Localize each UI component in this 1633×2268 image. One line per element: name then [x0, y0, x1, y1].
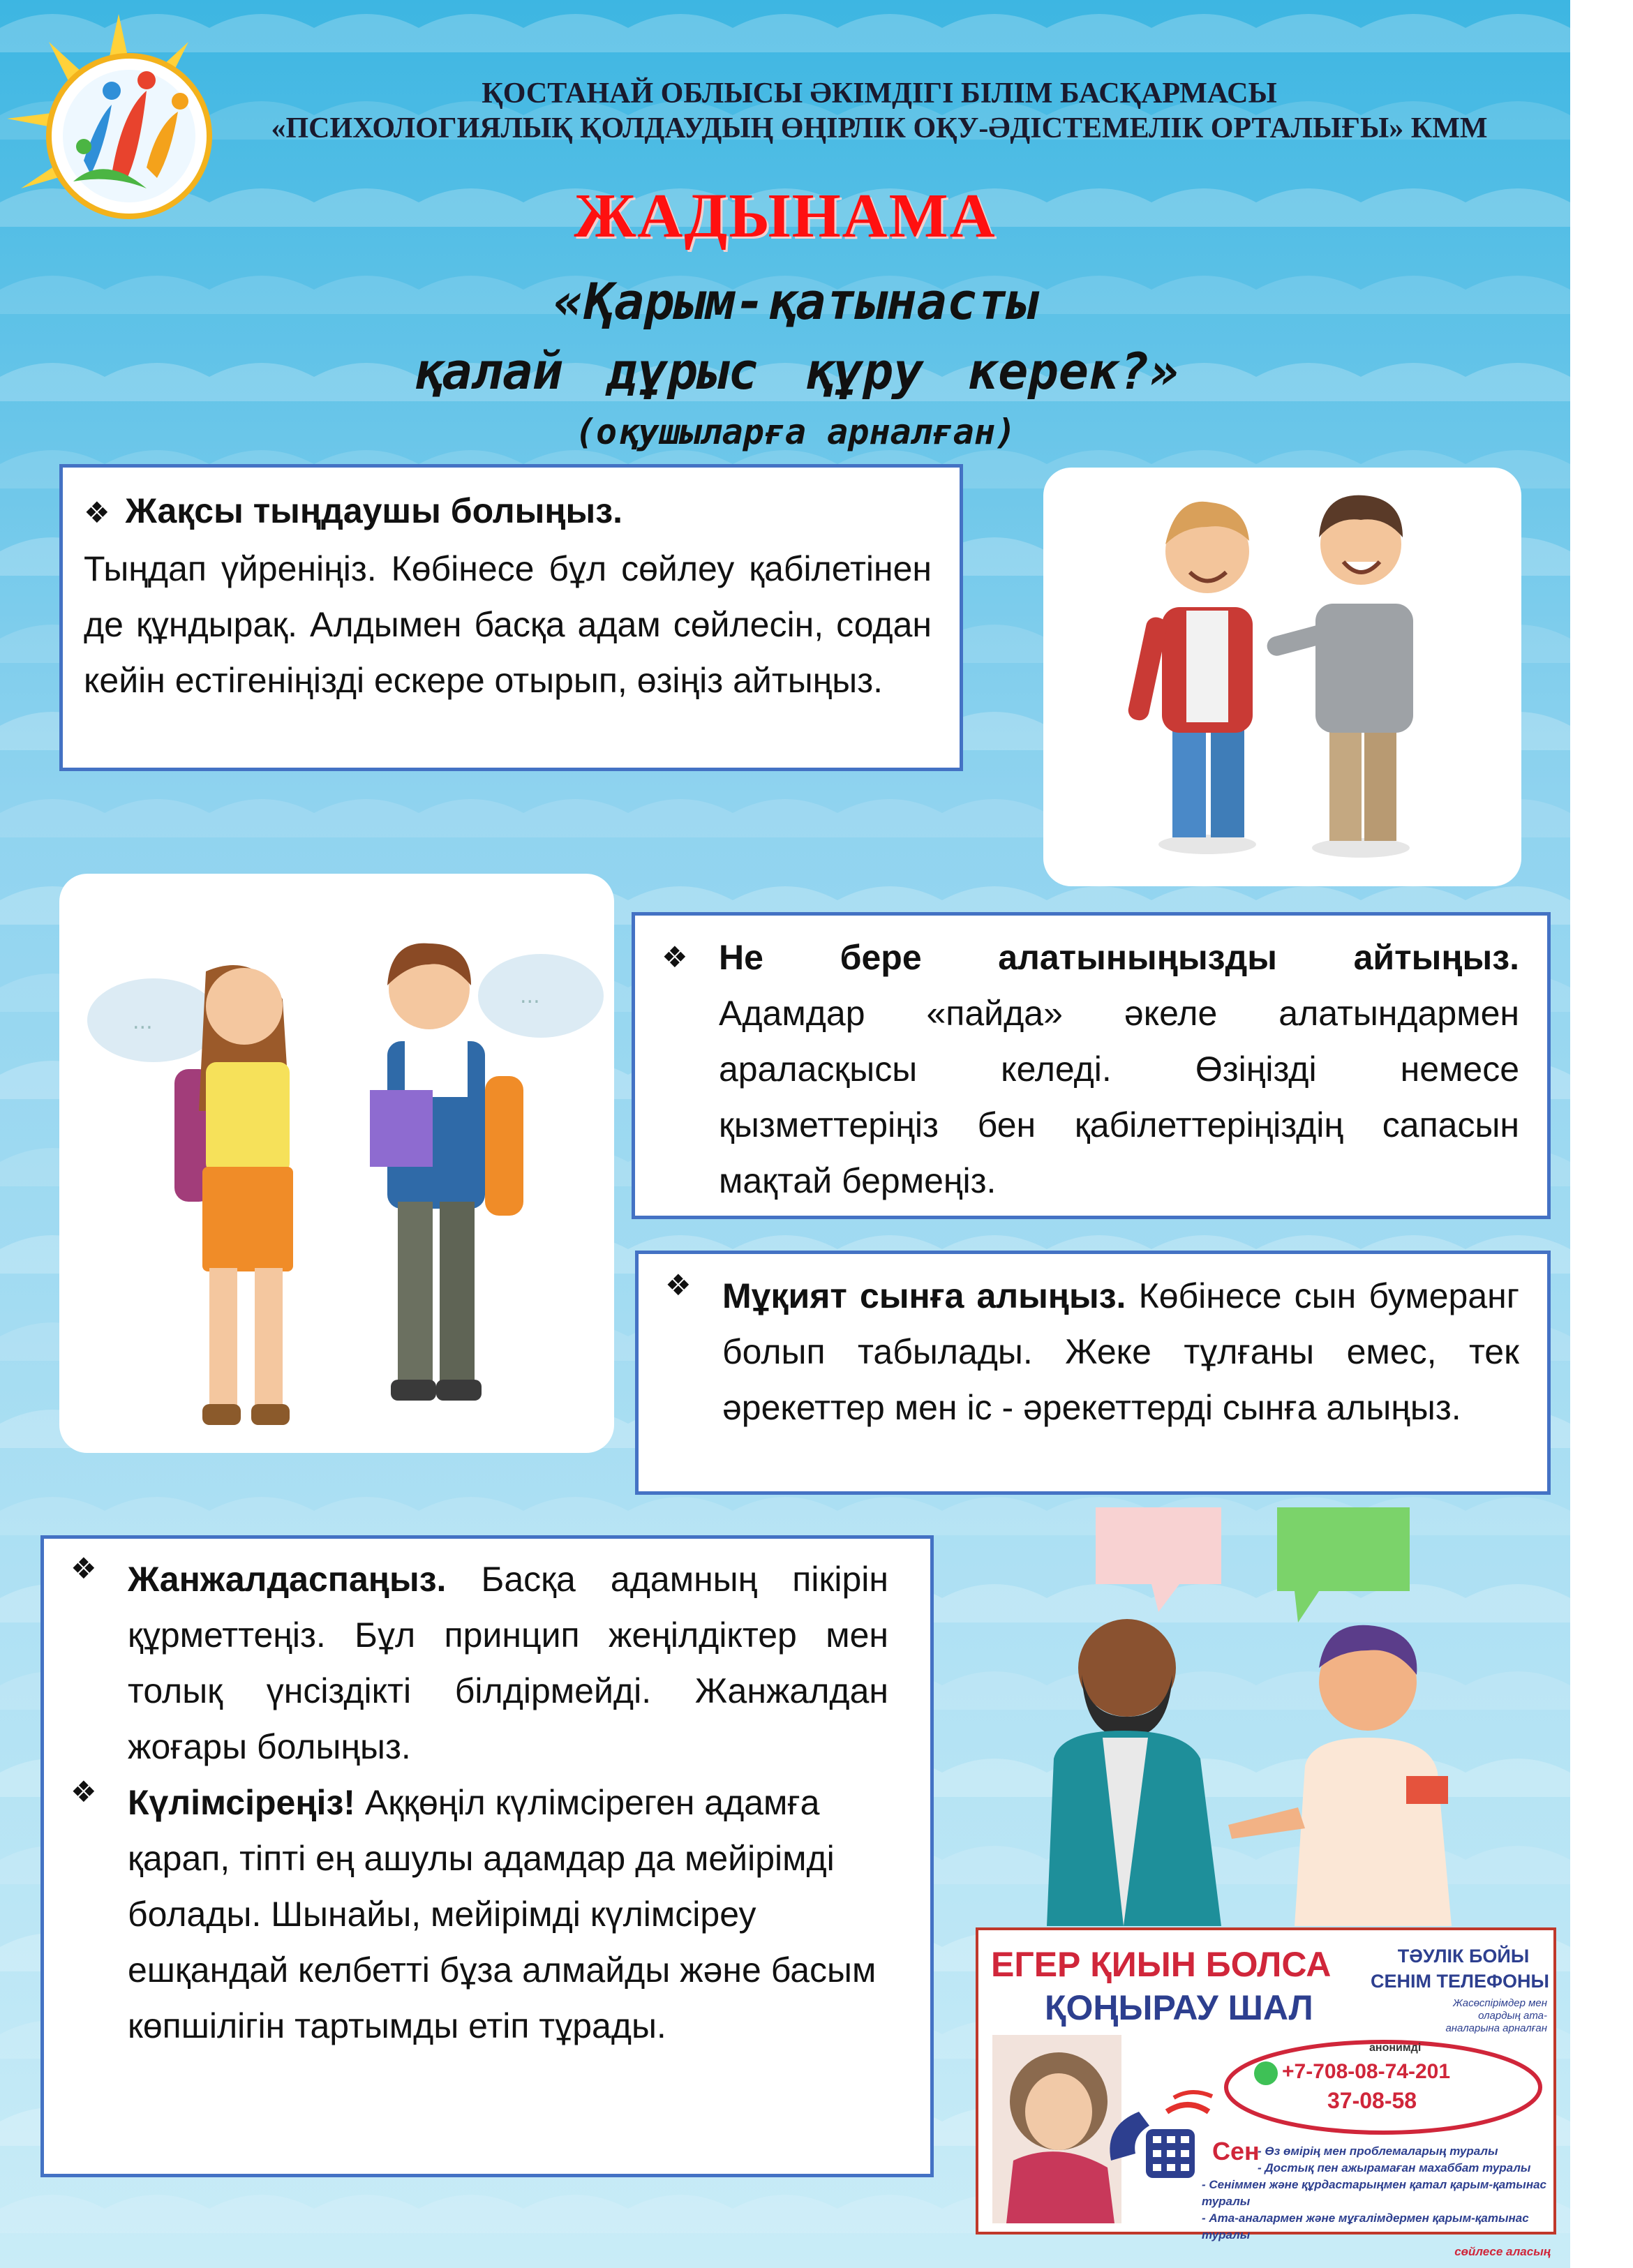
tip-text: Тыңдап үйреніңіз. Көбінесе бұл сөйлеу қабілетінен де құндырақ. Алдымен басқа адам сөйлесін, содан кейін естігеніңізді ескере отырып, өзіңіз айтыңыз.	[84, 549, 932, 700]
subtitle-line-3: (оқушыларға арналған)	[574, 412, 1017, 452]
men-talking-illustration	[1019, 1507, 1507, 1926]
subtitle-line-2: қалай дұрыс құру керек?»	[411, 342, 1180, 401]
header-line-2: «ПСИХОЛОГИЯЛЫҚ ҚОЛДАУДЫҢ ӨҢІРЛІК ОҚУ-ӘДІСТЕМЕЛІК ОРТАЛЫҒЫ» КММ	[271, 112, 1488, 144]
bullet-icon: ❖	[662, 940, 688, 974]
page-title: ЖАДЫНАМА	[574, 181, 997, 251]
tip-card-conflict-smile	[40, 1535, 934, 2177]
tip-card-offer	[632, 912, 1551, 1219]
topic-line: сөйлесе аласың	[1454, 2245, 1551, 2258]
whatsapp-label: анонимді	[1369, 2042, 1422, 2054]
hotline-topics	[1202, 2143, 1551, 2260]
tip-heading-row	[662, 930, 1519, 985]
topic-line: - Достық пен ажырамаған махаббат туралы	[1258, 2161, 1531, 2174]
bullet-icon: ❖	[70, 1775, 97, 1809]
tip-text: Басқа адамның пікірін құрметтеңіз. Бұл принцип жеңілдіктер мен толық үнсіздікті білдірмейді. Жанжалдан жоғары болыңыз.	[128, 1560, 888, 1766]
phone-number-1: +7-708-08-74-201	[1282, 2060, 1451, 2083]
hotline-side-1: ТӘУЛІК БОЙЫ	[1397, 1946, 1530, 1967]
subtitle-line-1: «Қарым-қатынасты	[553, 272, 1038, 331]
hotline-banner	[976, 1927, 1556, 2258]
tip-text: Аққөңіл күлімсіреген адамға қарап, тіпті ең ашулы адамдар да мейірімді болады. Шынайы, мейірімді күлімсіреу ешқандай келбетті бұза алмайды және басым көпшілігін тартымды етіп тұрады.	[128, 1783, 877, 2045]
tip-item	[659, 1268, 1519, 1435]
header-line-1: ҚОСТАНАЙ ОБЛЫСЫ ӘКІМДІГІ БІЛІМ БАСҚАРМАСЫ	[482, 77, 1277, 110]
tip-text: Адамдар «пайда» әкеле алатындармен араласқысы келеді. Өзіңізді немесе қызметтеріңіз бен қабілеттеріңіздің сапасын мақтай бермеңіз.	[719, 994, 1519, 1200]
tip-heading: Мұқият сынға алыңыз.	[722, 1276, 1126, 1315]
tip-body	[128, 1775, 888, 2054]
bullet-icon: ❖	[665, 1268, 692, 1302]
tip-card-listen	[59, 464, 963, 771]
hotline-side-2: СЕНІМ ТЕЛЕФОНЫ	[1371, 1971, 1549, 1992]
svg-text:...: ...	[133, 1010, 153, 1034]
hotline-headline-2: ҚОҢЫРАУ ШАЛ	[1045, 1988, 1313, 2027]
wave	[0, 14, 1633, 52]
tip-text: Көбінесе сын бумеранг болып табылады. Жеке тұлғаны емес, тек әрекеттер мен іс - әрекеттерді сынға алыңыз.	[722, 1276, 1519, 1427]
tip-heading-row	[84, 483, 932, 541]
topic-line: - Өз өмірің мен проблемаларың туралы	[1258, 2144, 1498, 2158]
hotline-side-small: Жасөспірімдер мен олардың ата-аналарына арналған	[1445, 1997, 1547, 2034]
tip-body	[128, 1551, 888, 1775]
tip-card-critique	[635, 1251, 1551, 1495]
tip-heading: Жанжалдаспаңыз.	[128, 1560, 447, 1599]
tip-heading: Жақсы тыңдаушы болыңыз.	[125, 491, 622, 530]
boys-illustration	[1043, 468, 1521, 886]
svg-text:...: ...	[520, 984, 540, 1008]
tip-body	[722, 1268, 1519, 1435]
girl-boy-illustration	[59, 874, 614, 1453]
hotline-headline-1: ЕГЕР ҚИЫН БОЛСА	[991, 1945, 1332, 1984]
phone-icon	[1097, 2084, 1216, 2188]
bullet-icon: ❖	[84, 495, 110, 530]
tip-heading: Не бере алатыныңызды айтыңыз.	[719, 938, 1519, 977]
whatsapp-icon	[1254, 2061, 1278, 2085]
tip-item	[65, 1551, 888, 1775]
bullet-icon: ❖	[70, 1551, 97, 1586]
tip-item	[65, 1775, 888, 2054]
tip-item	[656, 930, 1519, 1209]
tip-heading: Күлімсіреңіз!	[128, 1783, 355, 1822]
topic-line: - Ата-аналармен және мұғалімдермен қарым-қатынас туралы	[1202, 2211, 1529, 2241]
hotline-you: Сен	[1212, 2137, 1260, 2165]
phone-number-2: 37-08-58	[1327, 2088, 1417, 2113]
topic-line: - Сеніммен және құрдастарыңмен қатал қарым-қатынас туралы	[1202, 2178, 1546, 2208]
